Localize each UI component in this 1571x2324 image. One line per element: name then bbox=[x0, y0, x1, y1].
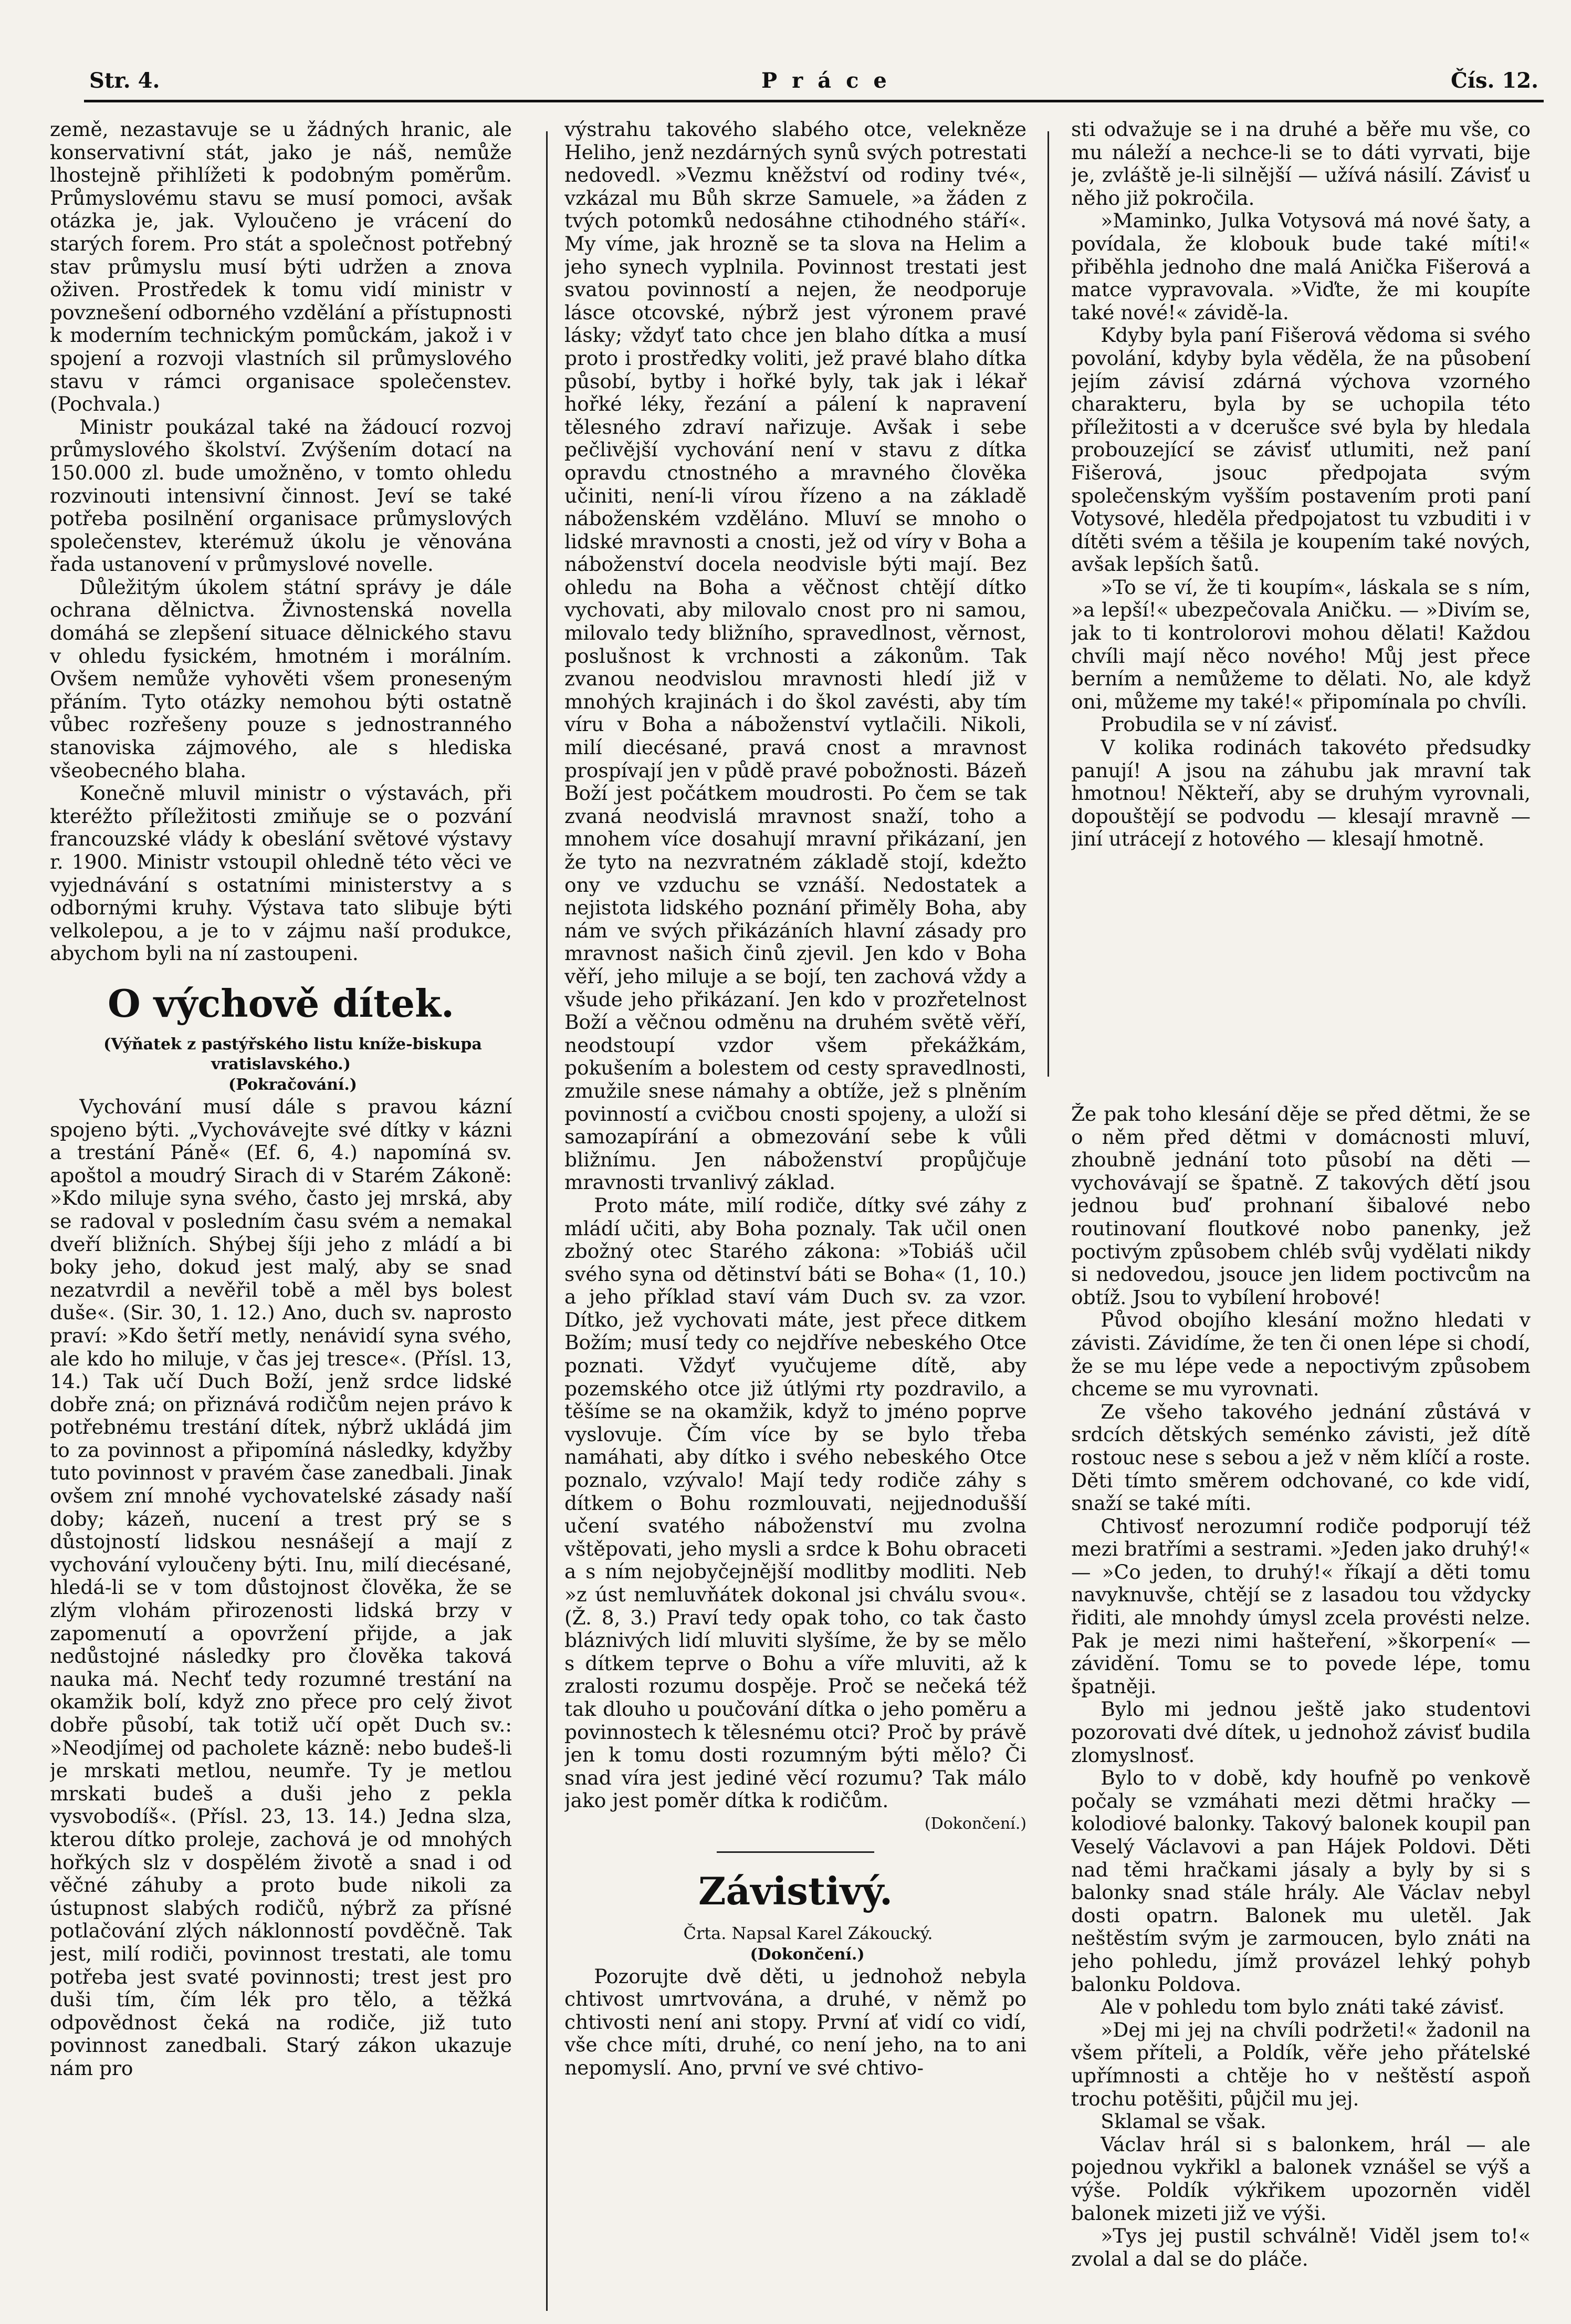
paragraph: Vychování musí dále s pravou kázní spojeno býti. „Vychovávejte své dítky v kázni a trestání Páně« (Ef. 6, 4.) napomíná sv. apoštol a moudrý Sirach di v Starém Zákoně: »Kdo miluje syna svého, často jej mrská, aby se radoval v posledním času svém a nemakal dveří bližních. Shýbej šíji jeho z mládí a bi boky jeho, dokud jest malý, aby se snad nezatvrdil a nevěřil tobě a měl bys bolest duše«. (Sir. 30, 1. 12.) Ano, duch sv. naprosto praví: »Kdo šetří metly, nenávidí syna svého, ale kdo ho miluje, v čas jej tresce«. (Přísl. 13, 14.) Tak učí Duch Boží, jenž srdce lidské dobře zná; on přiznává rodičům nejen právo k potřebnému trestání dítek, nýbrž ukládá jim to za povinnost a připomíná následky, kdyžby tuto povinnost v pravém čase zanedbali. Jinak ovšem zní mnohé vychovatelské zásady naší doby; kázeň, nucení a trest prý se s důstojností lidskou nesnášejí a mají z vychování vyloučeny býti. Inu, milí diecésané, hledá-li se v tom důstojnost člověka, že se zlým vlohám přirozenosti lidská brzy v zapomenutí a opovržení přijde, a jak nedůstojné následky pro člověka taková nauka má. Nechť tedy rozumné trestání na okamžik bolí, když zno přece pro celý život dobře působí, tak totiž učí opět Duch sv.: »Neodjímej od pacholete kázně: nebo budeš-li je mrskati metlou, neumře. Ty je metlou mrskati budeš a duši jeho z pekla vysvobodíš«. (Přísl. 23, 13. 14.) Jedna slza, kterou dítko proleje, zachová je od mnohých hořkých slz v dospělém životě a snad i od věčné záhuby a proto bude nikoli za ústupnost slabých rodičů, nýbrž za přísné potlačování zlých náklonností povděčně. Tak jest, milí rodiči, povinnost trestati, ale tomu potřeba jest svaté povinnosti; trest jest pro duši tím, čím lék pro tělo, a těžká odpovědnost čeká na rodiče, již tuto povinnost zanedbali. Starý zákon ukazuje nám pro bbox=[50, 1095, 512, 2080]
paragraph: Václav hrál si s balonkem, hrál — ale pojednou vykřikl a balonek vznášel se výš a výše. Poldík výkřikem upozorněn viděl balonek mizeti již ve výši. bbox=[1071, 2132, 1531, 2225]
column-2 bbox=[564, 118, 1027, 2319]
continuation-note: (Pokračování.) bbox=[228, 1075, 357, 1094]
paragraph: země, nezastavuje se u žádných hranic, ale konservativní stát, jako je náš, nemůže lhostejně přihlížeti k podobným poměrům. Průmyslovému stavu se musí pomoci, avšak otázka je, jak. Vyloučeno je vrácení do starých forem. Pro stát a společnost potřebný stav průmyslu musí býti udržen a znova oživen. Prostředek k tomu vidí ministr v povznešení odborného vzdělání a přístupnosti k moderním technickým pomůckám, jakož i v spojení a rozvoji vlastních sil průmyslového stavu v rámci organisace společenstev. (Pochvala.) bbox=[50, 118, 512, 416]
section-rule bbox=[717, 1851, 874, 1853]
paragraph: sti odvažuje se i na druhé a běře mu vše, co mu náleží a nechce-li se to dáti vyrvati, bije je, zvláště je-li silnější — užívá násilí. Závisť u něho již pokročila. bbox=[1071, 118, 1531, 210]
paragraph: »Tys jej pustil schválně! Viděl jsem to!« zvolal a dal se do pláče. bbox=[1071, 2224, 1531, 2270]
paragraph: výstrahu takového slabého otce, velekněze Heliho, jenž nezdárných synů svých potrestati nedovedl. »Vezmu kněžství od rodiny tvé«, vzkázal mu Bůh skrze Samuele, »a žáden z tvých potomků nedosáhne ctihodného stáří«. My víme, jak hrozně se ta slova na Helim a jeho synech vyplnila. Povinnost trestati jest svatou povinností a nejen, že neodporuje lásce otcovské, nýbrž jest výronem pravé lásky; vždyť tato chce jen blaho dítka a musí proto i prostředky voliti, jež pravé blaho dítka působí, bytby i hořké byly, tak jak i lékař hořké léky, řezání a pálení k napravení tělesného zdraví nařizuje. Avšak i sebe pečlivější vychování není v stavu z dítka opravdu ctnostného a mravného člověka učiniti, není-li vírou řízeno a na základě náboženském vzděláno. Mluví se mnoho o lidské mravnosti a cnosti, jež od víry v Boha a náboženství docela neodvisle býti mají. Bez ohledu na Boha a věčnost chtějí dítko vychovati, aby milovalo cnost pro ni samou, milovalo tedy bližního, spravedlnost, věrnost, poslušnost k vrchnosti a zákonům. Tak zvanou neodvislou mravnosti hledí již v mnohých krajinách i do škol zavésti, aby tím víru v Boha a náboženství vytlačili. Nikoli, milí diecésané, pravá cnost a mravnost prospívají jen v půdě pravé pobožnosti. Bázeň Boží jest počátkem moudrosti. Po čem se tak zvaná neodvislá mravnost snaží, toho a mnohem více dosahují mravní přikázaní, jen že tyto na nezvratném základě stojí, kdežto ony ve vzduchu se vznáší. Nedostatek a nejistota lidského poznání přiměly Boha, aby nám ve svých přikázáních hlavní zásady pro mravnost našich činů zjevil. Jen kdo v Boha věří, jeho miluje a se bojí, ten zachová vždy a všude jeho přikázaní. Jen kdo v prozřetelnost Boží a věčnou odměnu na druhém světě věří, neodstoupí vzdor všem překážkám, pokušením a bolestem od cesty spravedlnosti, zmužile snese námahy a obtíže, jež s plněním povinností a cvičbou cnosti spojeny, a uloží si samozapírání a obmezování sebe k vůli bližnímu. Jen náboženství propůjčuje mravnosti trvanlivý základ. bbox=[564, 118, 1027, 1194]
paragraph: Probudila se v ní závisť. bbox=[1101, 713, 1338, 736]
paragraph: Bylo mi jednou ještě jako studentovi pozorovati dvé dítek, u jednohož závisť budila zlomyslnosť. bbox=[1071, 1697, 1531, 1767]
paragraph: »To se ví, že ti koupím«, láskala se s ním, »a lepší!« ubezpečovala Aničku. — »Divím se, jak to ti kontrolorovi mohou dělati! Každou chvíli mají něco nového! Můj jest přece berním a nemůžeme to dělati. No, ale když oni, můžeme my také!« připomínala po chvíli. bbox=[1071, 575, 1531, 713]
column-3-top bbox=[1071, 118, 1531, 1095]
paragraph: Ze všeho takového jednání zůstává v srdcích dětských seménko závisti, jež dítě rostouc nese s sebou a jež v něm klíčí a roste. Děti tímto směrem odchované, co kde vidí, snaží se také míti. bbox=[1071, 1400, 1531, 1515]
issue-number: Čís. 12. bbox=[1451, 68, 1538, 93]
paper-title: Práce bbox=[761, 68, 902, 93]
paragraph: Sklamal se však. bbox=[1101, 2110, 1266, 2133]
column-divider bbox=[546, 131, 548, 2311]
column-divider bbox=[1048, 131, 1049, 1077]
paragraph: Ministr poukázal také na žádoucí rozvoj průmyslového školství. Zvýšením dotací na 150.000 zl. bude umožněno, v tomto ohledu rozvinouti intensivní činnost. Jeví se také potřeba posilnění organisace průmyslových společenstev, kterémuž úkolu je věnována řada ustanovení v průmyslové novelle. bbox=[50, 415, 512, 576]
paragraph: Proto máte, milí rodiče, dítky své záhy z mládí učiti, aby Boha poznaly. Tak učil onen zbožný otec Starého zákona: »Tobiáš učil svého syna od dětinství báti se Boha« (1, 10.) a jeho příklad staví vám Duch sv. za vzor. Dítko, jež vychovati máte, jest přece ditkem Božím; musí tedy co nejdříve nebeského Otce poznati. Vždyť vyučujeme dítě, aby pozemského otce již útlými rty pozdravilo, a těšíme se na okamžik, když to jméno poprve vyslovuje. Čím více by se bylo třeba namáhati, aby dítko i svého nebeského Otce poznalo, vzývalo! Mají tedy rodiče záhy s dítkem o Bohu rozmlouvati, nejjednodušší učení svatého náboženství mu zvolna vštěpovati, jeho mysli a srdce k Bohu obraceti a s ním nejobyčejnější modlitby modliti. Neb »z úst nemluvňátek dokonal jsi chválu svou«. (Ž. 8, 3.) Praví tedy opak toho, co tak často bláznivých lidí mluviti slyšíme, že by se mělo s dítkem teprve o Bohu a víře mluviti, až k zralosti rozumu dospěje. Proč se nečeká též tak dlouho u poučování dítka o jeho poměru a povinnostech k tělesnému otci? Proč by právě jen k tomu dosti rozumným býti mělo? Či snad víra jest jediné věcí rozumu? Tak málo jako jest poměr dítka k rodičům. bbox=[564, 1193, 1027, 1812]
article-signoff: (Dokončení.) bbox=[924, 1814, 1027, 1833]
paragraph: »Dej mi jej na chvíli podržeti!« žadonil na všem příteli, a Poldík, věře jeho přátelské upřímnosti a chtěje ho v neštěstí aspoň trochu potěšiti, půjčil mu jej. bbox=[1071, 2018, 1531, 2110]
article-subtitle: (Výňatek z pastýřského listu kníže-biskupa vratislavského.) bbox=[103, 1035, 482, 1074]
paragraph: »Maminko, Julka Votysová má nové šaty, a povídala, že klobouk bude také míti!« přiběhla jednoho dne malá Anička Fišerová a matce vypravovala. »Viďte, že mi koupíte také nové!« závidě-la. bbox=[1071, 209, 1531, 324]
article-headline: O výchově dítek. bbox=[107, 981, 455, 1026]
paragraph: Chtivosť nerozumní rodiče podporují též mezi bratřími a sestrami. »Jeden jako druhý!« — »Co jeden, to druhý!« říkají a děti tomu navyknuvše, chtějí se z lasadou tou vždycky řiditi, ale mnohdy úmysl zcela provésti nelze. Pak je mezi nimi hašteření, »škorpení« — závidění. Tomu se to povede lépe, tomu špatněji. bbox=[1071, 1514, 1531, 1698]
column-1 bbox=[50, 118, 512, 2319]
paragraph: Původ obojího klesání možno hledati v závisti. Závidíme, že ten či onen lépe si chodí, že se mu lépe vede a nepoctivým způsobem chceme se mu vyrovnati. bbox=[1071, 1308, 1531, 1401]
paragraph: Bylo to v době, kdy houfně po venkově počaly se vzmáhati mezi dětmi hračky — kolodiové balonky. Takový balonek koupil pan Veselý Václavovi a pan Hájek Poldovi. Děti nad těmi hračkami jásaly a byly by si s balonky snad stále hrály. Ale Václav nebyl dosti opatrn. Balonek mu uletěl. Jak neštěstím svým je zarmoucen, bylo znáti na jeho pohledu, jímž provázel lehký pohyb balonku Poldova. bbox=[1071, 1766, 1531, 1996]
header-rule bbox=[84, 100, 1544, 102]
page-number: Str. 4. bbox=[89, 68, 160, 93]
continuation-note: (Dokončení.) bbox=[750, 1945, 865, 1964]
paragraph: Důležitým úkolem státní správy je dále ochrana dělnictva. Živnostenská novella domáhá se zlepšení situace dělnického stavu v ohledu fysickém, hmotném i morálním. Ovšem nemůže vyhověti všem proneseným přáním. Tyto otázky nemohou býti ostatně vůbec rozřešeny pouze s jednostranného stanoviska zájmového, ale s hlediska všeobecného blaha. bbox=[50, 575, 512, 782]
paragraph: Pozorujte dvě děti, u jednohož nebyla chtivost umrtvována, a druhé, v němž po chtivosti není ani stopy. První ať vidí co vidí, vše chce míti, druhé, co není jeho, na to ani nepomyslí. Ano, první ve své chtivo- bbox=[564, 1964, 1027, 2079]
paragraph: V kolika rodinách takovéto předsudky panují! A jsou na záhubu jak mravní tak hmotnou! Někteří, aby se druhým vyrovnali, dopouštějí se podvodu — klesají mravně — jiní utrácejí z hotového — klesají hmotně. bbox=[1071, 736, 1531, 851]
paragraph: Že pak toho klesání děje se před dětmi, že se o něm před dětmi v domácnosti mluví, zhoubně jednání toto působí na děti — vychovávají se špatně. Z takových dětí jsou jednou buď prohnaní šibalové nebo routinovaní floutkové nobo panenky, jež poctivým způsobem chléb svůj vydělati nikdy si nedovedou, jsouce jen lidem poctivcům na obtíž. Jsou to vybílení hrobové! bbox=[1071, 1103, 1531, 1309]
paragraph: Ale v pohledu tom bylo znáti také závisť. bbox=[1101, 1995, 1505, 2019]
article-headline: Závistivý. bbox=[698, 1868, 893, 1913]
column-3-bottom bbox=[1071, 1103, 1531, 2311]
paragraph: Kdyby byla paní Fišerová vědoma si svého povolání, kdyby byla věděla, že na působení jejím závisí zdárná výchova vzorného charakteru, byla by se uchopila této příležitosti a v dcerušce své byla by hledala probouzející se závisť utlumiti, než paní Fišerová, jsouc předpojata svým společenským vyšším postavením proti paní Votysové, hleděla předpojatost tu vzbuditi i v dítěti svém a těšila je koupením také nových, avšak lepších šatů. bbox=[1071, 324, 1531, 576]
paragraph: Konečně mluvil ministr o výstavách, při kteréžto příležitosti zmiňuje se o pozvání francouzské vlády k obeslání světové výstavy r. 1900. Ministr vstoupil ohledně této věci ve vyjednávání s ostatními ministerstvy a s odbornými kruhy. Výstava tato slibuje býti velkolepou, a je to v zájmu naší produkce, abychom byli na ní zastoupeni. bbox=[50, 781, 512, 965]
article-byline: Črta. Napsal Karel Zákoucký. bbox=[683, 1923, 933, 1943]
